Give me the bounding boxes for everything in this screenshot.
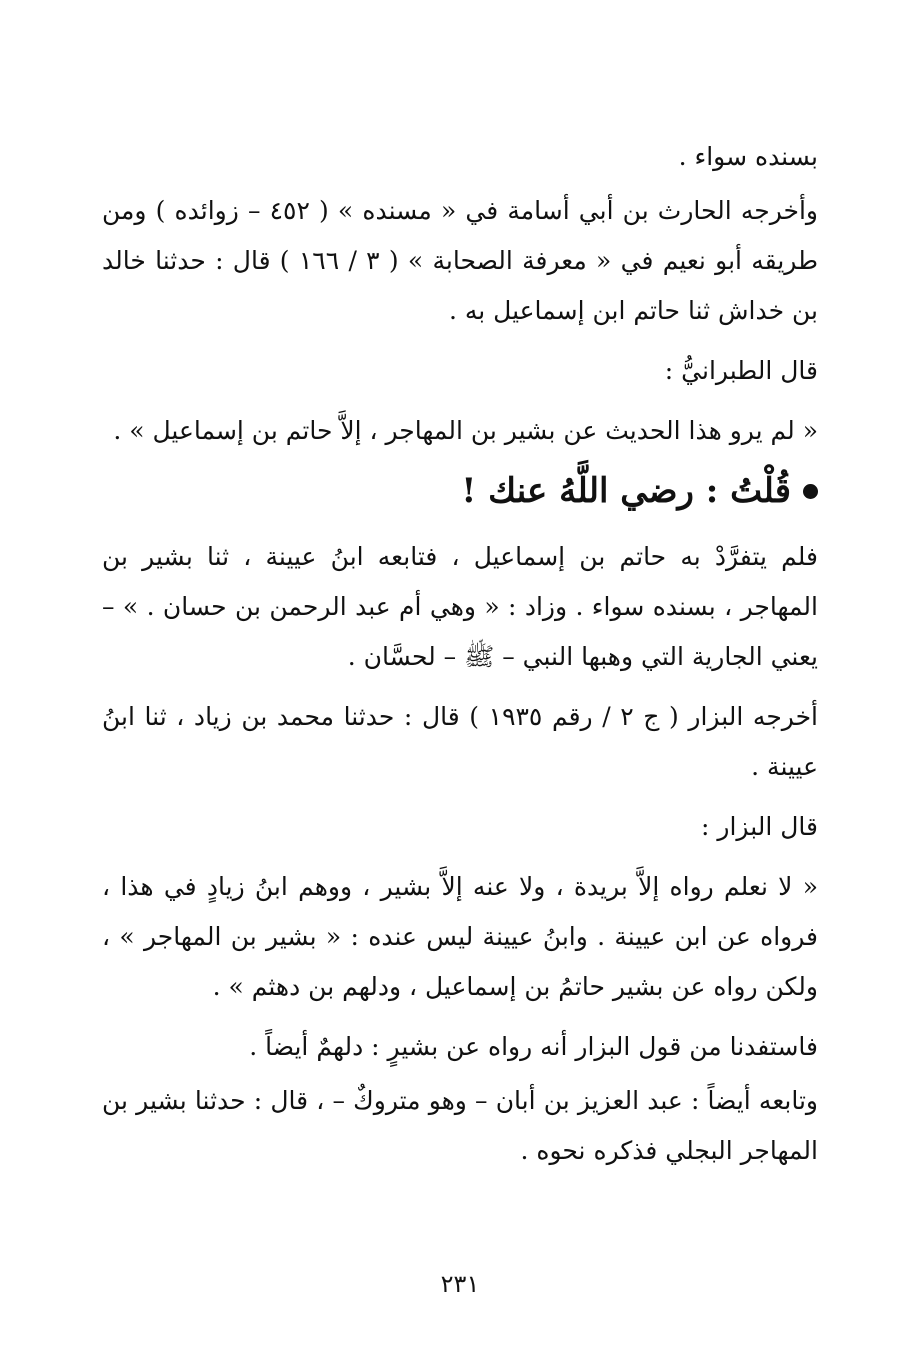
text-column [102, 132, 818, 1186]
paragraph: فلم يتفرَّدْ به حاتم بن إسماعيل ، فتابعه ابنُ عيينة ، ثنا بشير بن المهاجر ، بسنده سواء . وزاد : « وهي أم عبد الرحمن بن حسان . » – يعني الجارية التي وهبها النبي – ﷺ – لحسَّان . [102, 542, 818, 671]
paragraph: فاستفدنا من قول البزار أنه رواه عن بشيرٍ : دلهمٌ أيضاً . [249, 1032, 818, 1061]
paragraph: قال البزار : [701, 812, 818, 841]
heading-text: قُلْتُ : رضي اللَّهُ عنك ! [461, 471, 791, 511]
quotation: « لم يرو هذا الحديث عن بشير بن المهاجر ، إلاَّ حاتم بن إسماعيل » . [113, 416, 818, 445]
paragraph: قال الطبرانيُّ : [664, 356, 818, 385]
paragraph: وأخرجه الحارث بن أبي أسامة في « مسنده » ( ٤٥٢ – زوائده ) ومن طريقه أبو نعيم في « معرفة الصحابة » ( ٣ / ١٦٦ ) قال : حدثنا خالد بن خداش ثنا حاتم ابن إسماعيل به . [102, 196, 818, 325]
paragraph: أخرجه البزار ( ج ٢ / رقم ١٩٣٥ ) قال : حدثنا محمد بن زياد ، ثنا ابنُ عيينة . [102, 702, 818, 781]
bullet-icon [803, 484, 818, 499]
page-number: ٢٣١ [440, 1270, 480, 1298]
quotation: « لا نعلم رواه إلاَّ بريدة ، ولا عنه إلاَّ بشير ، ووهم ابنُ زيادٍ في هذا ، فرواه عن ابن عيينة . وابنُ عيينة ليس عنده : « بشير بن المهاجر » ، ولكن رواه عن بشير حاتمُ بن إسماعيل ، ودلهم بن دهثم » . [102, 872, 818, 1001]
section-heading [102, 460, 818, 522]
paragraph: وتابعه أيضاً : عبد العزيز بن أبان – وهو متروكٌ – ، قال : حدثنا بشير بن المهاجر البجلي فذكره نحوه . [102, 1086, 818, 1165]
paragraph: بسنده سواء . [678, 142, 818, 171]
